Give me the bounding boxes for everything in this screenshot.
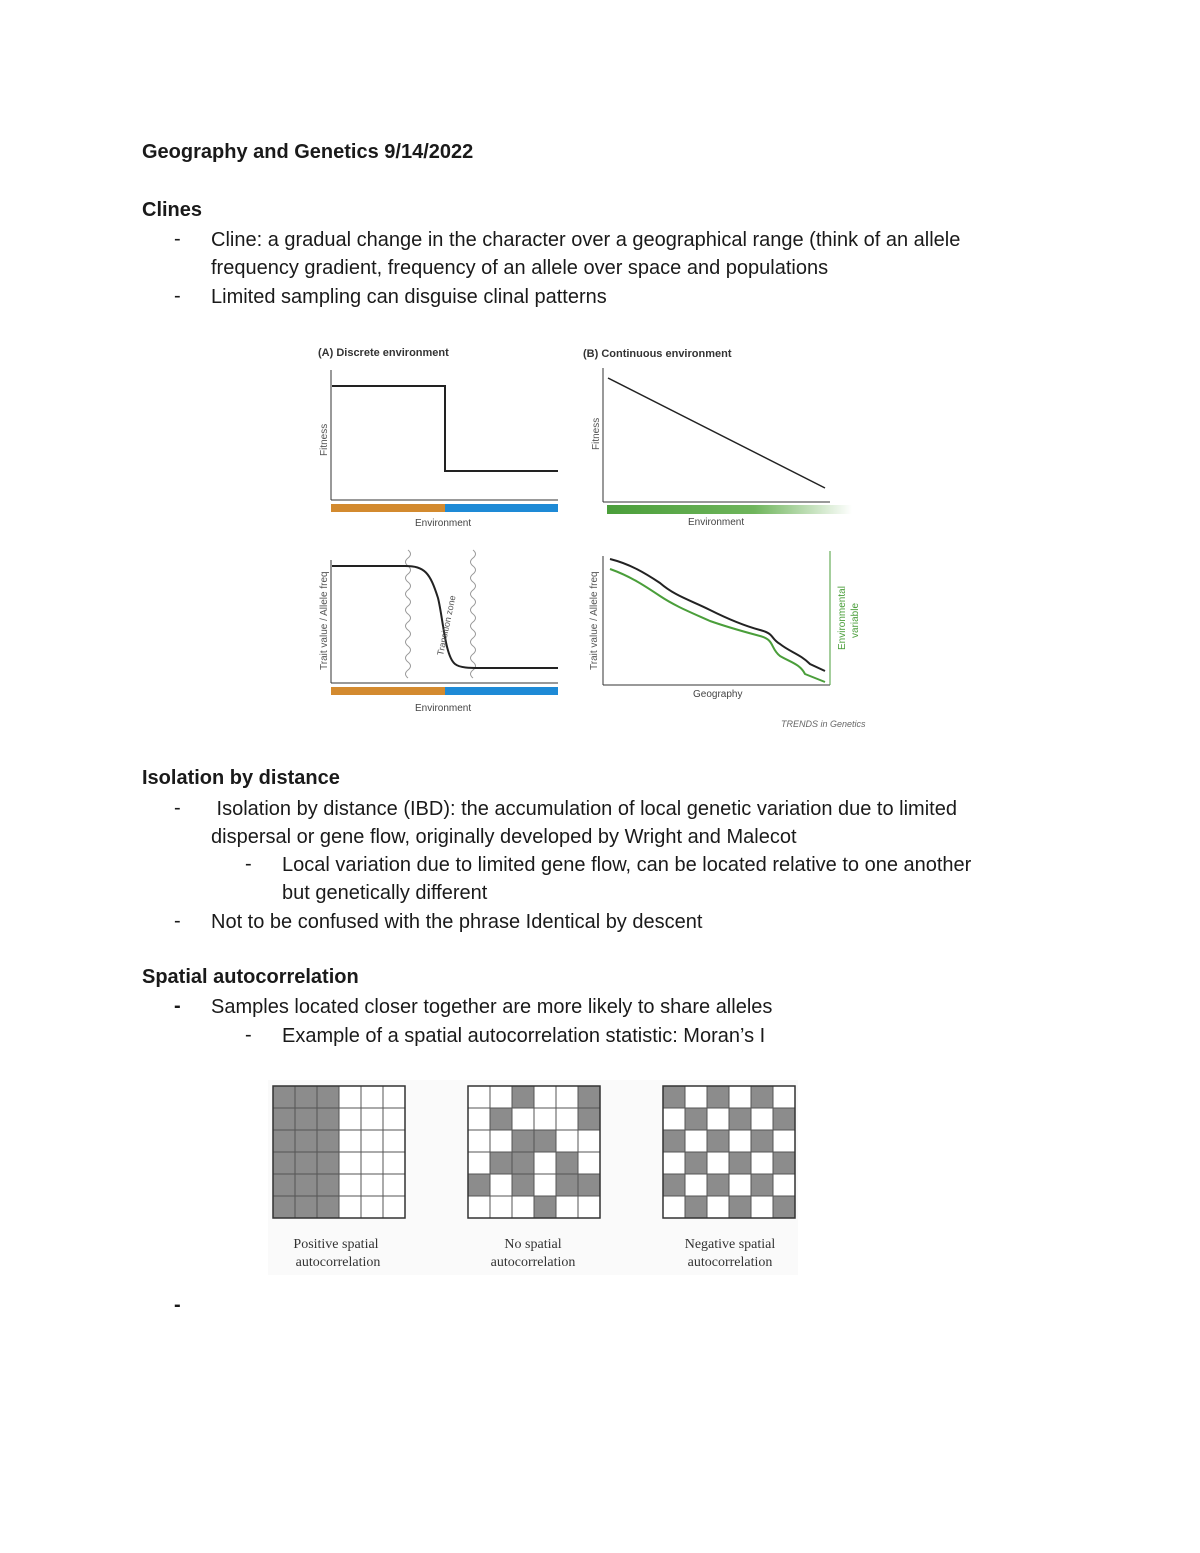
grid-cell [490,1174,512,1196]
grid-cell [490,1108,512,1130]
grid-cell [512,1152,534,1174]
grid-cell [556,1130,578,1152]
grid-cell [578,1152,600,1174]
grid-cell [361,1130,383,1152]
bullet-dash: - [174,797,181,819]
env-bar-orange [331,504,445,512]
grid-cell [773,1152,795,1174]
grid-cell [556,1108,578,1130]
bullet-text-line: dispersal or gene flow, originally developed by Wright and Malecot [211,826,797,848]
bullet-dash: - [174,910,181,932]
grid-cell [490,1086,512,1108]
grid-cell [339,1174,361,1196]
grid-cell [383,1152,405,1174]
grid-cell [468,1130,490,1152]
grid-cell [295,1086,317,1108]
grid-cell [512,1174,534,1196]
grid-cell [773,1174,795,1196]
env-variable-label-2: variable [850,602,861,638]
grid-cell [773,1196,795,1218]
bullet-dash: - [174,1294,181,1316]
grid-cell [317,1086,339,1108]
trait-axis-label: Trait value / Allele freq [589,571,600,670]
panel-b-title: (B) Continuous environment [583,348,732,360]
env-bar-green-gradient [607,505,852,514]
grid-cell [339,1152,361,1174]
ibd-heading: Isolation by distance [142,767,340,789]
grid-cell [361,1174,383,1196]
grid-cell [383,1130,405,1152]
grid-cell [578,1086,600,1108]
grid-cell [490,1152,512,1174]
transition-boundary-left [406,550,411,678]
grid-cell [317,1196,339,1218]
environment-label: Environment [688,517,745,528]
grid-cell [556,1174,578,1196]
page-title: Geography and Genetics 9/14/2022 [142,141,474,163]
grid-cell [534,1152,556,1174]
grid-cell [707,1196,729,1218]
env-bar-blue [445,687,558,695]
grid-cell [383,1174,405,1196]
grid-cell [751,1086,773,1108]
grid-cell [773,1130,795,1152]
fitness-axis-label: Fitness [591,417,602,450]
panel-b2-env-curve [610,569,825,682]
grid-cell [556,1086,578,1108]
grid-cell [578,1130,600,1152]
grid-cell [751,1152,773,1174]
grid-cell [383,1196,405,1218]
grid-cell [578,1174,600,1196]
grid-cell [339,1108,361,1130]
grid-cell [361,1196,383,1218]
grid-cell [729,1152,751,1174]
grid-cell [512,1196,534,1218]
grid-cell [773,1108,795,1130]
grid-cell [578,1108,600,1130]
grid-cell [707,1174,729,1196]
grid-cell [534,1174,556,1196]
grid-cell [295,1152,317,1174]
bullet-text-line: Cline: a gradual change in the character over a geographical range (think of an allele [211,229,961,251]
grid-negative [663,1086,795,1218]
grid-cell [685,1196,707,1218]
grid-cell [751,1130,773,1152]
cline-figure [300,338,880,733]
clines-bullet-1 [211,226,960,282]
grid-cell [663,1130,685,1152]
grid-cell [578,1196,600,1218]
grid-cell [490,1196,512,1218]
grid-cell [468,1174,490,1196]
fitness-axis-label: Fitness [319,423,330,456]
grid-cell [273,1130,295,1152]
bullet-dash: - [174,995,181,1017]
sub-bullet-dash: - [245,1024,252,1046]
grid-cell [729,1130,751,1152]
panel-a-title: (A) Discrete environment [318,347,449,359]
grid-cell [729,1196,751,1218]
grid-cell [468,1086,490,1108]
grid-cell [663,1174,685,1196]
grid-cell [685,1152,707,1174]
spatial-heading: Spatial autocorrelation [142,966,359,988]
grid-cell [534,1108,556,1130]
panel-b2-trait-curve [610,559,825,671]
bullet-dash: - [174,285,181,307]
grid-cell [383,1086,405,1108]
autocorrelation-figure [268,1080,798,1275]
grid-cell [751,1196,773,1218]
grid-positive [273,1086,405,1218]
bullet-text-line: Isolation by distance (IBD): the accumulation of local genetic variation due to limited [211,798,957,820]
clines-heading: Clines [142,199,203,221]
grid-cell [339,1196,361,1218]
environment-label: Environment [415,703,472,714]
sub-bullet-dash: - [245,853,252,875]
grid-cell [512,1108,534,1130]
grid-cell [339,1086,361,1108]
grid-cell [685,1108,707,1130]
grid-cell [534,1196,556,1218]
grid-cell [295,1174,317,1196]
ibd-sub-bullet-1 [282,851,971,907]
environment-label: Environment [415,518,472,529]
grid-cell [707,1086,729,1108]
ibd-bullet-2: Not to be confused with the phrase Identical by descent [211,911,703,933]
panel-a-fitness-line [332,386,558,471]
grid-cell [273,1196,295,1218]
caption-positive-line1: Positive spatial [293,1237,379,1252]
grid-cell [468,1108,490,1130]
grid-cell [534,1130,556,1152]
bullet-dash: - [174,228,181,250]
transition-zone-label: Transition zone [435,594,458,657]
grid-cell [317,1152,339,1174]
grid-cell [556,1152,578,1174]
clines-bullet-2: Limited sampling can disguise clinal patterns [211,286,607,308]
bullet-text-line: but genetically different [282,882,488,904]
grid-cell [339,1130,361,1152]
env-bar-blue [445,504,558,512]
grid-cell [512,1130,534,1152]
grid-cell [556,1196,578,1218]
grid-cell [273,1152,295,1174]
caption-negative-line1: Negative spatial [684,1237,776,1252]
grid-cell [295,1196,317,1218]
grid-cell [663,1196,685,1218]
grid-cell [534,1086,556,1108]
grid-cell [685,1086,707,1108]
bullet-text-line: Local variation due to limited gene flow, can be located relative to one another [282,854,972,876]
spatial-sub-bullet-1: Example of a spatial autocorrelation statistic: Moran’s I [282,1025,766,1047]
caption-positive-line2: autocorrelation [295,1255,381,1270]
grid-cell [295,1108,317,1130]
grid-cell [707,1130,729,1152]
grid-cell [317,1174,339,1196]
grid-cell [295,1130,317,1152]
grid-cell [773,1086,795,1108]
grid-cell [729,1086,751,1108]
grid-cell [707,1108,729,1130]
grid-cell [317,1130,339,1152]
grid-cell [685,1130,707,1152]
env-variable-label-1: Environmental [837,586,848,650]
caption-none-line1: No spatial [504,1237,562,1252]
bullet-text-line: frequency gradient, frequency of an allele over space and populations [211,257,829,279]
ibd-bullet-1 [211,795,957,851]
grid-cell [729,1108,751,1130]
grid-cell [663,1152,685,1174]
grid-cell [751,1108,773,1130]
grid-cell [729,1174,751,1196]
grid-cell [490,1130,512,1152]
grid-cell [317,1108,339,1130]
spatial-bullet-1: Samples located closer together are more likely to share alleles [211,996,773,1018]
grid-cell [685,1174,707,1196]
geography-label: Geography [693,689,743,700]
grid-cell [273,1174,295,1196]
panel-b-fitness-line [608,378,825,488]
caption-none-line2: autocorrelation [490,1255,576,1270]
caption-negative-line2: autocorrelation [687,1255,773,1270]
grid-cell [663,1108,685,1130]
grid-cell [383,1108,405,1130]
transition-boundary-right [471,550,476,678]
grid-cell [468,1196,490,1218]
grid-cell [663,1086,685,1108]
grid-cell [707,1152,729,1174]
grid-cell [468,1152,490,1174]
grid-cell [361,1152,383,1174]
grid-cell [361,1086,383,1108]
grid-cell [751,1174,773,1196]
grid-cell [512,1086,534,1108]
trait-axis-label: Trait value / Allele freq [319,571,330,670]
source-credit: TRENDS in Genetics [781,719,866,729]
grid-cell [273,1086,295,1108]
grid-none [468,1086,600,1218]
grid-cell [361,1108,383,1130]
grid-cell [273,1108,295,1130]
env-bar-orange [331,687,445,695]
